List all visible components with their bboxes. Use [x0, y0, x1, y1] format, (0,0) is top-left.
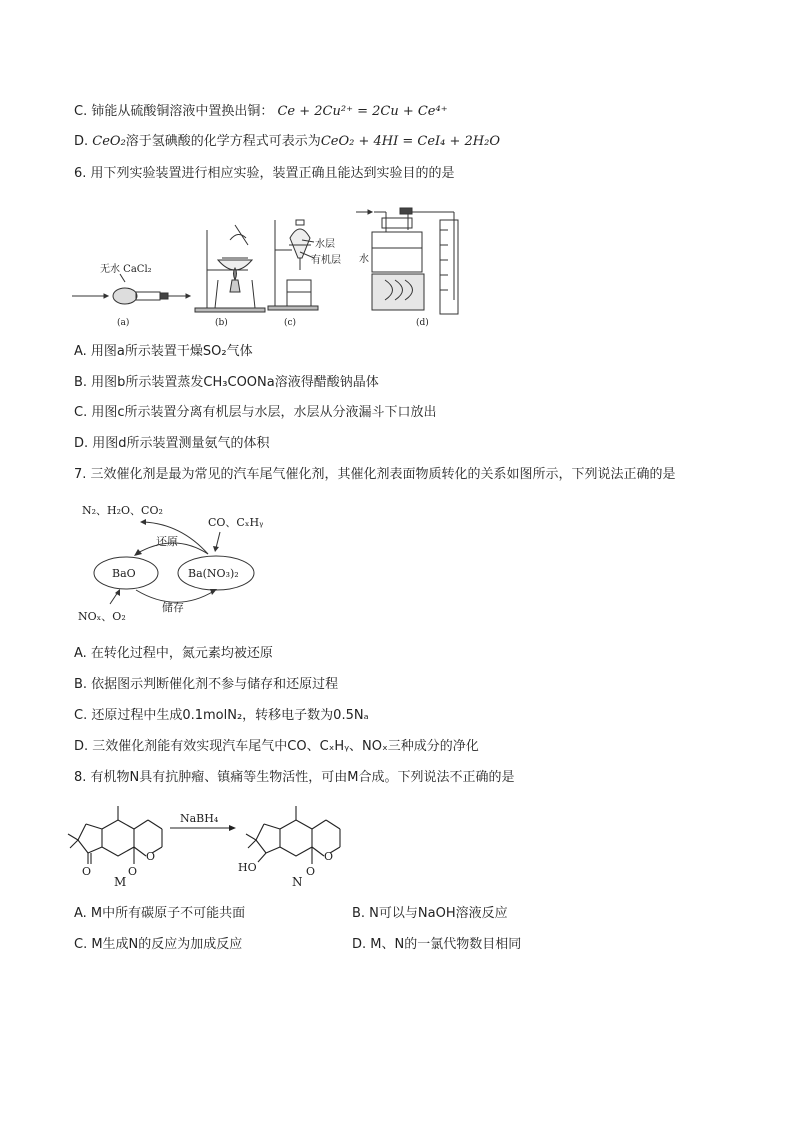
- q7-option-a: A. 在转化过程中，氮元素均被还原: [74, 646, 273, 661]
- q8-m-ketone-o: O: [82, 865, 92, 878]
- q8-option-a: A. M中所有碳原子不可能共面: [74, 906, 246, 921]
- q8-n-ring-o: O: [324, 850, 334, 863]
- q6-apparatus-figure: [70, 200, 470, 330]
- q6-caption-b: (b): [215, 318, 228, 328]
- q6-label-water-layer: 水层: [315, 239, 335, 250]
- q5-option-c-text: C. 铈能从硫酸铜溶液中置换出铜：: [74, 104, 274, 119]
- q8-option-c: C. M生成N的反应为加成反应: [74, 937, 243, 952]
- q7-option-d: D. 三效催化剂能有效实现汽车尾气中CO、CₓHᵧ、NOₓ三种成分的净化: [74, 739, 479, 754]
- q7-reduce-label: 还原: [156, 535, 178, 548]
- q6-caption-c: (c): [284, 318, 297, 328]
- gas-collection-d: [356, 208, 458, 314]
- q5-option-d-equation: CeO₂ + 4HI = CeI₄ + 2H₂O: [320, 134, 501, 149]
- q6-option-d: D. 用图d所示装置测量氨气的体积: [74, 436, 270, 451]
- q8-reaction-figure: [66, 798, 386, 894]
- q6-option-c: C. 用图c所示装置分离有机层与水层，水层从分液漏斗下口放出: [74, 405, 437, 420]
- q8-option-b: B. N可以与NaOH溶液反应: [352, 906, 508, 921]
- q7-reductants-label: CO、CₓHᵧ: [208, 516, 264, 529]
- q7-store-label: 储存: [162, 601, 184, 614]
- q7-option-b: B. 依据图示判断催化剂不参与储存和还原过程: [74, 677, 339, 692]
- q8-reagent-label: NaBH₄: [180, 812, 219, 825]
- q5-option-d-formula: CeO₂: [92, 134, 126, 149]
- q8-label-m: M: [114, 875, 127, 889]
- q8-stem: 8. 有机物N具有抗肿瘤、镇痛等生物活性，可由M合成。下列说法不正确的是: [74, 770, 515, 785]
- q7-option-c: C. 还原过程中生成0.1molN₂，转移电子数为0.5Nₐ: [74, 708, 369, 723]
- q6-label-cacl2: 无水 CaCl₂: [100, 264, 152, 275]
- q8-m-carbonyl-o: O: [128, 865, 138, 878]
- q7-bao-label: BaO: [112, 567, 136, 580]
- q6-caption-d: (d): [416, 318, 429, 328]
- q7-ba-nitrate-label: Ba(NO₃)₂: [188, 567, 239, 580]
- q8-n-hydroxyl: HO: [238, 861, 257, 874]
- q7-stem: 7. 三效催化剂是最为常见的汽车尾气催化剂，其催化剂表面物质转化的关系如图所示，下列说法正确的是: [74, 467, 676, 482]
- q7-catalyst-cycle-figure: [76, 496, 276, 634]
- q7-nox-label: NOₓ、O₂: [78, 610, 126, 623]
- q8-m-ring-o: O: [146, 850, 156, 863]
- q8-option-d: D. M、N的一氯代物数目相同: [352, 937, 522, 952]
- q6-caption-a: (a): [117, 318, 130, 328]
- q6-option-a: A. 用图a所示装置干燥SO₂气体: [74, 344, 253, 359]
- q8-n-carbonyl-o: O: [306, 865, 316, 878]
- evaporation-setup-b: [195, 225, 265, 312]
- q5-option-d-prefix: D.: [74, 134, 93, 149]
- q5-option-c-equation: Ce + 2Cu²⁺ = 2Cu + Ce⁴⁺: [277, 104, 448, 119]
- q6-label-organic-layer: 有机层: [311, 255, 341, 266]
- q7-products-label: N₂、H₂O、CO₂: [82, 504, 163, 517]
- q5-option-d-text: 溶于氢碘酸的化学方程式可表示为: [125, 134, 321, 149]
- q5-option-c: [74, 103, 448, 121]
- q6-stem: 6. 用下列实验装置进行相应实验，装置正确且能达到实验目的的是: [74, 166, 455, 181]
- q6-label-water: 水: [359, 254, 369, 265]
- q5-option-d: [74, 133, 500, 151]
- q6-option-b: B. 用图b所示装置蒸发CH₃COONa溶液得醋酸钠晶体: [74, 375, 379, 390]
- q8-label-n: N: [292, 875, 303, 889]
- drying-tube-a: [72, 274, 190, 304]
